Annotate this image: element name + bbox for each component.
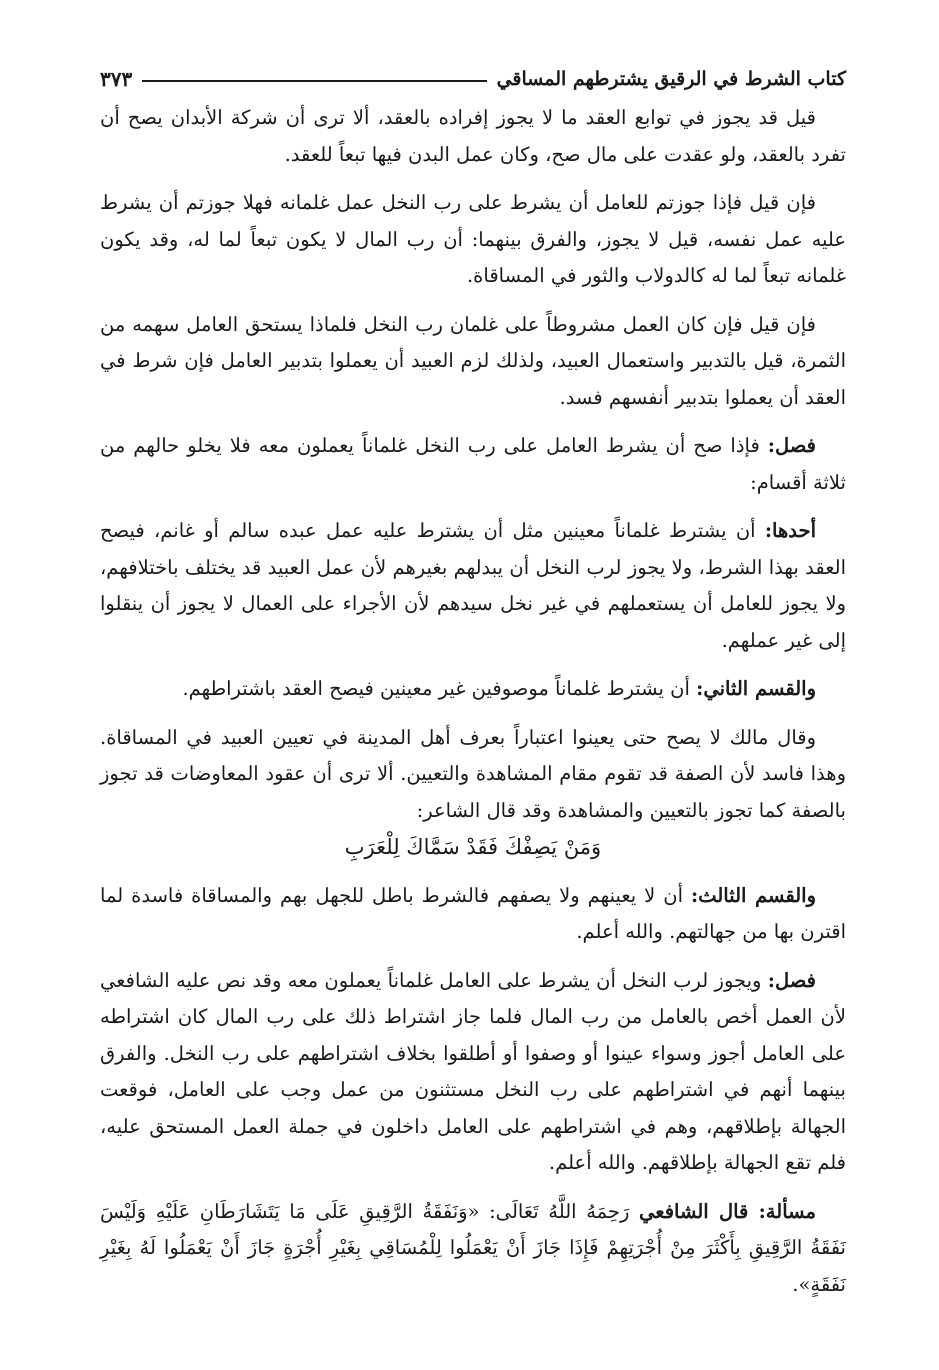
book-page — [100, 62, 846, 1315]
paragraph — [100, 671, 846, 708]
page-number: ٣٧٣ — [100, 67, 133, 91]
section-lead: مسألة: قال الشافعي — [639, 1199, 816, 1223]
header-title: كتاب الشرط في الرقيق يشترطهم المساقي — [496, 68, 846, 90]
section-lead: والقسم الثالث: — [690, 883, 817, 907]
section-lead: فصل: — [767, 434, 816, 457]
paragraph — [100, 185, 846, 295]
paragraph-text: فإذا صح أن يشرط العامل على رب النخل غلماناً يعملون معه فلا يخلو حالهم من ثلاثة أقسام: — [100, 434, 846, 494]
paragraph-text: فإن قيل فإن كان العمل مشروطاً على غلمان رب النخل فلماذا يستحق العامل سهمه من الثمرة، قيل بالتدبير واستعمال العبيد، ولذلك لزم العبيد أن يعملوا بتدبير العامل فإن شرط في العقد أن يعملوا بتدبير أنفسهم فسد. — [100, 312, 846, 409]
section-lead: فصل: — [767, 968, 816, 992]
paragraph — [100, 878, 846, 951]
paragraph-text: أن يشترط غلماناً معينين مثل أن يشترط عليه عمل عبده سالم أو غانم، فيصح العقد بهذا الشرط، ولا يجوز لرب النخل أن يبدلهم بغيرهم لأن عمل العبيد قد يختلف باختلافهم، ولا يجوز للعامل أن يستعملهم في غير نخل سيدهم لأن الأجراء على العمال لا يجوز أن ينقلوا إلى غير عملهم. — [100, 519, 846, 652]
paragraph — [100, 100, 846, 173]
paragraph — [100, 513, 846, 659]
paragraph-text: أن لا يعينهم ولا يصفهم فالشرط باطل للجهل بهم والمساقاة فاسدة لما اقترن بها من جهالتهم. والله أعلم. — [100, 883, 846, 943]
paragraph — [100, 963, 846, 1182]
body-text — [100, 100, 846, 1303]
verse-text: وَمَنْ يَصِفْكَ فَقَدْ سَمَّاكَ لِلْعَرَبِ — [344, 835, 602, 859]
header-rule — [142, 80, 486, 82]
section-lead: والقسم الثاني: — [696, 677, 816, 700]
paragraph-text: قيل قد يجوز في توابع العقد ما لا يجوز إفراده بالعقد، ألا ترى أن شركة الأبدان يصح أن تفرد بالعقد، ولو عقدت على مال صح، وكان عمل البدن فيها تبعاً للعقد. — [100, 106, 846, 166]
paragraph-text: رَحِمَهُ اللَّهُ تَعَالَى: «وَنَفَقَةُ الرَّقِيقِ عَلَى مَا يَتَشَارَطَانِ عَلَيْهِ وَلَيْسَ نَفَقَةُ الرَّقِيقِ بِأَكْثَرَ مِنْ أُجْرَتِهِمْ فَإِذَا جَازَ أَنْ يَعْمَلُوا لِلْمُسَاقِي بِغَيْرِ أُجْرَةٍ جَازَ أَنْ يَعْمَلُوا لَهُ بِغَيْرِ نَفَقَةٍ». — [100, 1199, 846, 1296]
paragraph-text: وقال مالك لا يصح حتى يعينوا اعتباراً بعرف أهل المدينة في تعيين العبيد في المساقاة. وهذا فاسد لأن الصفة قد تقوم مقام المشاهدة والتعيين. ألا ترى أن عقود المعاوضات قد تجوز بالصفة كما تجوز بالتعيين والمشاهدة وقد قال الشاعر: — [100, 725, 846, 822]
paragraph — [100, 720, 846, 830]
poetry-verse — [100, 829, 846, 866]
paragraph — [100, 1194, 846, 1304]
paragraph — [100, 307, 846, 417]
paragraph-text: فإن قيل فإذا جوزتم للعامل أن يشرط على رب النخل عمل غلمانه فهلا جوزتم أن يشرط عليه عمل نفسه، قيل لا يجوز، والفرق بينهما: أن رب المال لا يكون تبعاً لما له، وقد يكون غلمانه تبعاً لما له كالدولاب والثور في المساقاة. — [100, 191, 846, 287]
paragraph-text: أن يشترط غلماناً موصوفين غير معينين فيصح العقد باشتراطهم. — [182, 677, 690, 700]
paragraph-text: ويجوز لرب النخل أن يشرط على العامل غلماناً يعملون معه وقد نص عليه الشافعي لأن العمل أخص بالعامل من رب المال فلما جاز اشتراط ذلك على رب المال كان اشتراطه على العامل أجوز وسواء عينوا أو وصفوا أو أطلقوا بخلاف اشتراطهم على رب النخل. والفرق بينهما أنهم في اشتراطهم على رب النخل مستثنون من عمل وجب على العامل، فوقعت الجهالة بإطلاقهم، وهم في اشتراطهم على العامل داخلون في جملة العمل المستحق عليه، فلم تقع الجهالة بإطلاقهم. والله أعلم. — [100, 968, 846, 1174]
paragraph — [100, 428, 846, 501]
section-lead: أحدها: — [764, 519, 816, 542]
running-header — [100, 62, 846, 96]
